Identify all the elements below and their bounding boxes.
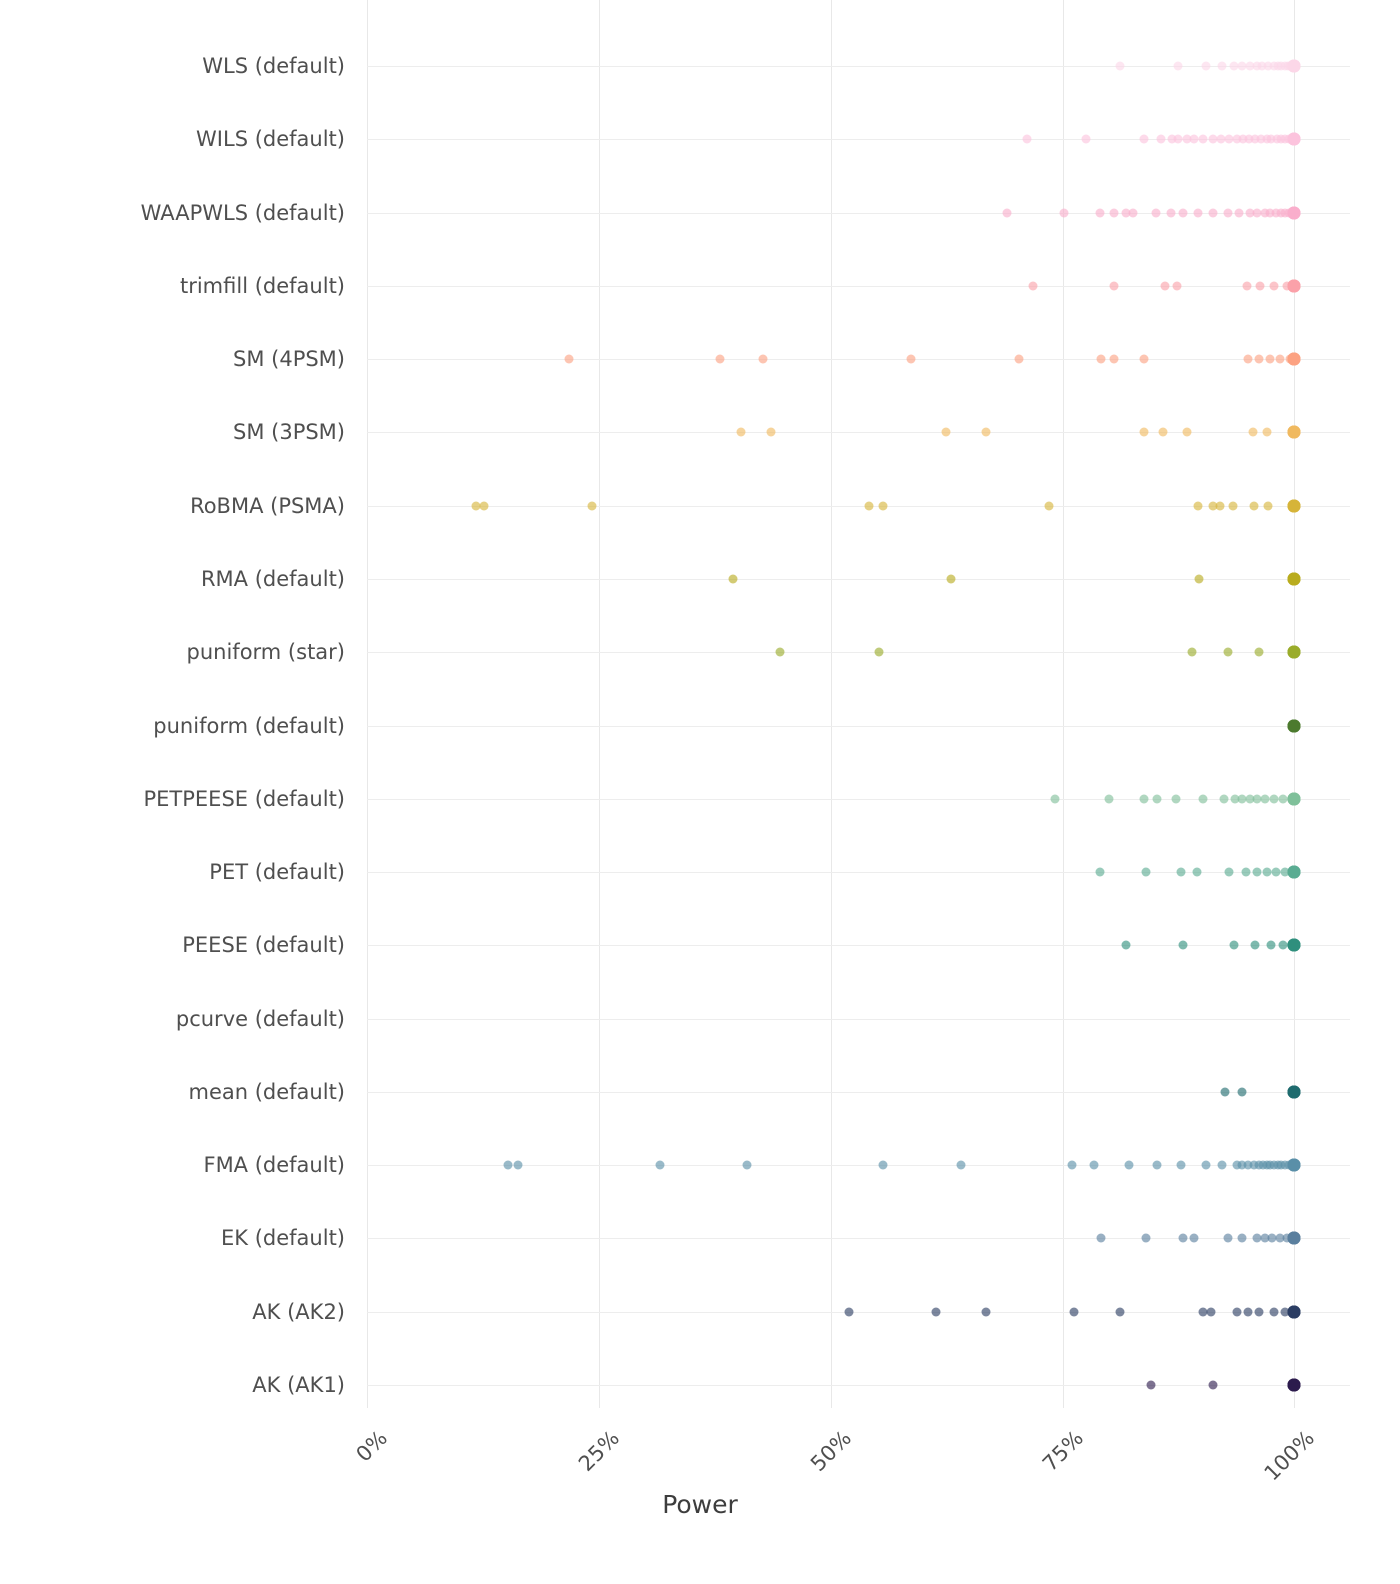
data-point xyxy=(1269,794,1278,803)
data-point xyxy=(1208,208,1217,217)
data-point xyxy=(1253,868,1262,877)
data-point xyxy=(1202,62,1211,71)
category-label: RMA (default) xyxy=(200,566,345,591)
data-point xyxy=(1269,1307,1278,1316)
data-point xyxy=(1141,1234,1150,1243)
data-point xyxy=(878,501,887,510)
category-label: puniform (star) xyxy=(186,640,345,665)
data-point xyxy=(1194,574,1203,583)
data-point xyxy=(1179,1234,1188,1243)
data-point xyxy=(1248,428,1257,437)
category-label: PEESE (default) xyxy=(182,933,345,958)
data-point xyxy=(1110,281,1119,290)
data-point xyxy=(1264,501,1273,510)
data-point xyxy=(1269,281,1278,290)
data-point xyxy=(1160,281,1169,290)
gridline-horizontal xyxy=(367,652,1350,653)
data-point xyxy=(947,574,956,583)
data-point xyxy=(1023,135,1032,144)
data-point xyxy=(1167,208,1176,217)
data-point xyxy=(1288,572,1301,585)
gridline-horizontal xyxy=(367,1238,1350,1239)
data-point xyxy=(1044,501,1053,510)
data-point xyxy=(1271,868,1280,877)
data-point xyxy=(1219,794,1228,803)
data-point xyxy=(1002,208,1011,217)
data-point xyxy=(1279,794,1288,803)
data-point xyxy=(1232,1307,1241,1316)
data-point xyxy=(1288,60,1301,73)
data-point xyxy=(907,355,916,364)
data-point xyxy=(1109,208,1118,217)
data-point xyxy=(565,355,574,364)
data-point xyxy=(1220,1087,1229,1096)
gridline-horizontal xyxy=(367,213,1350,214)
data-point xyxy=(656,1161,665,1170)
data-point xyxy=(767,428,776,437)
gridline-horizontal xyxy=(367,359,1350,360)
data-point xyxy=(1097,355,1106,364)
data-point xyxy=(1116,62,1125,71)
category-label: RoBMA (PSMA) xyxy=(190,493,345,518)
data-point xyxy=(864,501,873,510)
data-point xyxy=(878,1161,887,1170)
category-label: WILS (default) xyxy=(196,127,345,152)
data-point xyxy=(1288,792,1301,805)
data-point xyxy=(1223,208,1232,217)
data-point xyxy=(1202,1161,1211,1170)
gridline-vertical xyxy=(831,0,832,1408)
data-point xyxy=(982,428,991,437)
data-point xyxy=(1266,355,1275,364)
data-point xyxy=(1172,281,1181,290)
data-point xyxy=(1238,1087,1247,1096)
data-point xyxy=(1260,794,1269,803)
data-point xyxy=(874,648,883,657)
data-point xyxy=(1279,941,1288,950)
data-point xyxy=(1288,206,1301,219)
x-tick-label: 100% xyxy=(1259,1426,1320,1486)
data-point xyxy=(1140,428,1149,437)
data-point xyxy=(1104,794,1113,803)
data-point xyxy=(932,1307,941,1316)
data-point xyxy=(1090,1161,1099,1170)
data-point xyxy=(1193,208,1202,217)
gridline-vertical xyxy=(599,0,600,1408)
data-point xyxy=(1288,866,1301,879)
data-point xyxy=(1288,499,1301,512)
data-point xyxy=(1216,501,1225,510)
data-point xyxy=(1208,1381,1217,1390)
plot-area xyxy=(140,0,1350,1408)
data-point xyxy=(956,1161,965,1170)
data-point xyxy=(1288,426,1301,439)
data-point xyxy=(1225,868,1234,877)
data-point xyxy=(1182,428,1191,437)
data-point xyxy=(503,1161,512,1170)
data-point xyxy=(1223,1234,1232,1243)
data-point xyxy=(982,1307,991,1316)
data-point xyxy=(1288,939,1301,952)
data-point xyxy=(1234,208,1243,217)
data-point xyxy=(1288,1232,1301,1245)
data-point xyxy=(1251,941,1260,950)
data-point xyxy=(1116,1307,1125,1316)
data-point xyxy=(1218,62,1227,71)
data-point xyxy=(1146,1381,1155,1390)
data-point xyxy=(1128,208,1137,217)
data-point xyxy=(743,1161,752,1170)
x-tick-label: 0% xyxy=(351,1426,392,1467)
data-point xyxy=(1081,135,1090,144)
data-point xyxy=(479,501,488,510)
data-point xyxy=(1288,719,1301,732)
category-label: WLS (default) xyxy=(202,54,345,78)
data-point xyxy=(1230,941,1239,950)
data-point xyxy=(1242,868,1251,877)
data-point xyxy=(1243,1307,1252,1316)
data-point xyxy=(845,1307,854,1316)
gridline-horizontal xyxy=(367,1092,1350,1093)
data-point xyxy=(1014,355,1023,364)
data-point xyxy=(1125,1161,1134,1170)
data-point xyxy=(941,428,950,437)
data-point xyxy=(736,428,745,437)
category-label: pcurve (default) xyxy=(175,1006,345,1031)
data-point xyxy=(1153,1161,1162,1170)
gridline-horizontal xyxy=(367,432,1350,433)
data-point xyxy=(1179,208,1188,217)
data-point xyxy=(1060,208,1069,217)
category-label: SM (3PSM) xyxy=(233,420,345,445)
category-label: EK (default) xyxy=(221,1226,345,1251)
data-point xyxy=(1243,281,1252,290)
data-point xyxy=(1288,133,1301,146)
data-point xyxy=(1288,1305,1301,1318)
data-point xyxy=(1288,646,1301,659)
category-label: AK (AK2) xyxy=(252,1299,345,1324)
data-point xyxy=(758,355,767,364)
data-point xyxy=(1174,62,1183,71)
data-point xyxy=(1276,355,1285,364)
data-point xyxy=(1140,135,1149,144)
data-point xyxy=(1229,501,1238,510)
data-point xyxy=(1171,794,1180,803)
data-point xyxy=(1255,1307,1264,1316)
data-point xyxy=(1288,279,1301,292)
data-point xyxy=(1288,353,1301,366)
gridline-horizontal xyxy=(367,1019,1350,1020)
data-point xyxy=(1193,501,1202,510)
category-label: puniform (default) xyxy=(153,713,345,738)
category-label: trimfill (default) xyxy=(179,273,345,298)
category-label: SM (4PSM) xyxy=(233,347,345,372)
x-tick-label: 25% xyxy=(573,1426,624,1476)
x-tick-label: 50% xyxy=(805,1426,856,1476)
data-point xyxy=(1218,1161,1227,1170)
data-point xyxy=(1250,501,1259,510)
data-point xyxy=(1288,1159,1301,1172)
data-point xyxy=(1067,1161,1076,1170)
data-point xyxy=(1028,281,1037,290)
data-point xyxy=(1177,1161,1186,1170)
data-point xyxy=(1199,794,1208,803)
data-point xyxy=(1262,868,1271,877)
data-point xyxy=(1141,868,1150,877)
x-tick-label: 75% xyxy=(1037,1426,1088,1476)
data-point xyxy=(1156,135,1165,144)
gridline-horizontal xyxy=(367,726,1350,727)
data-point xyxy=(1153,794,1162,803)
data-point xyxy=(1121,941,1130,950)
category-label: mean (default) xyxy=(188,1079,345,1104)
data-point xyxy=(1267,941,1276,950)
category-label: FMA (default) xyxy=(203,1153,345,1178)
gridline-horizontal xyxy=(367,286,1350,287)
gridline-horizontal xyxy=(367,945,1350,946)
gridline-horizontal xyxy=(367,506,1350,507)
data-point xyxy=(1255,648,1264,657)
data-point xyxy=(1177,868,1186,877)
data-point xyxy=(1140,794,1149,803)
data-point xyxy=(1051,794,1060,803)
data-point xyxy=(716,355,725,364)
data-point xyxy=(1256,281,1265,290)
x-axis-title: Power xyxy=(662,1490,738,1519)
data-point xyxy=(514,1161,523,1170)
data-point xyxy=(1238,1234,1247,1243)
data-point xyxy=(1140,355,1149,364)
data-point xyxy=(1179,941,1188,950)
data-point xyxy=(1095,868,1104,877)
data-point xyxy=(1223,648,1232,657)
data-point xyxy=(588,501,597,510)
data-point xyxy=(1095,208,1104,217)
data-point xyxy=(1288,1085,1301,1098)
category-label: PETPEESE (default) xyxy=(143,786,345,811)
data-point xyxy=(1190,1234,1199,1243)
data-point xyxy=(1255,355,1264,364)
category-label: WAAPWLS (default) xyxy=(140,200,345,225)
data-point xyxy=(1069,1307,1078,1316)
data-point xyxy=(1110,355,1119,364)
data-point xyxy=(1198,135,1207,144)
data-point xyxy=(1152,208,1161,217)
data-point xyxy=(1158,428,1167,437)
data-point xyxy=(775,648,784,657)
category-label: PET (default) xyxy=(209,860,345,885)
data-point xyxy=(1188,648,1197,657)
data-point xyxy=(1192,868,1201,877)
data-point xyxy=(729,574,738,583)
data-point xyxy=(1097,1234,1106,1243)
data-point xyxy=(1243,355,1252,364)
gridline-vertical xyxy=(367,0,368,1408)
gridline-horizontal xyxy=(367,1385,1350,1386)
data-point xyxy=(1288,1379,1301,1392)
gridline-horizontal xyxy=(367,872,1350,873)
data-point xyxy=(1262,428,1271,437)
data-point xyxy=(1206,1307,1215,1316)
category-label: AK (AK1) xyxy=(252,1373,345,1397)
